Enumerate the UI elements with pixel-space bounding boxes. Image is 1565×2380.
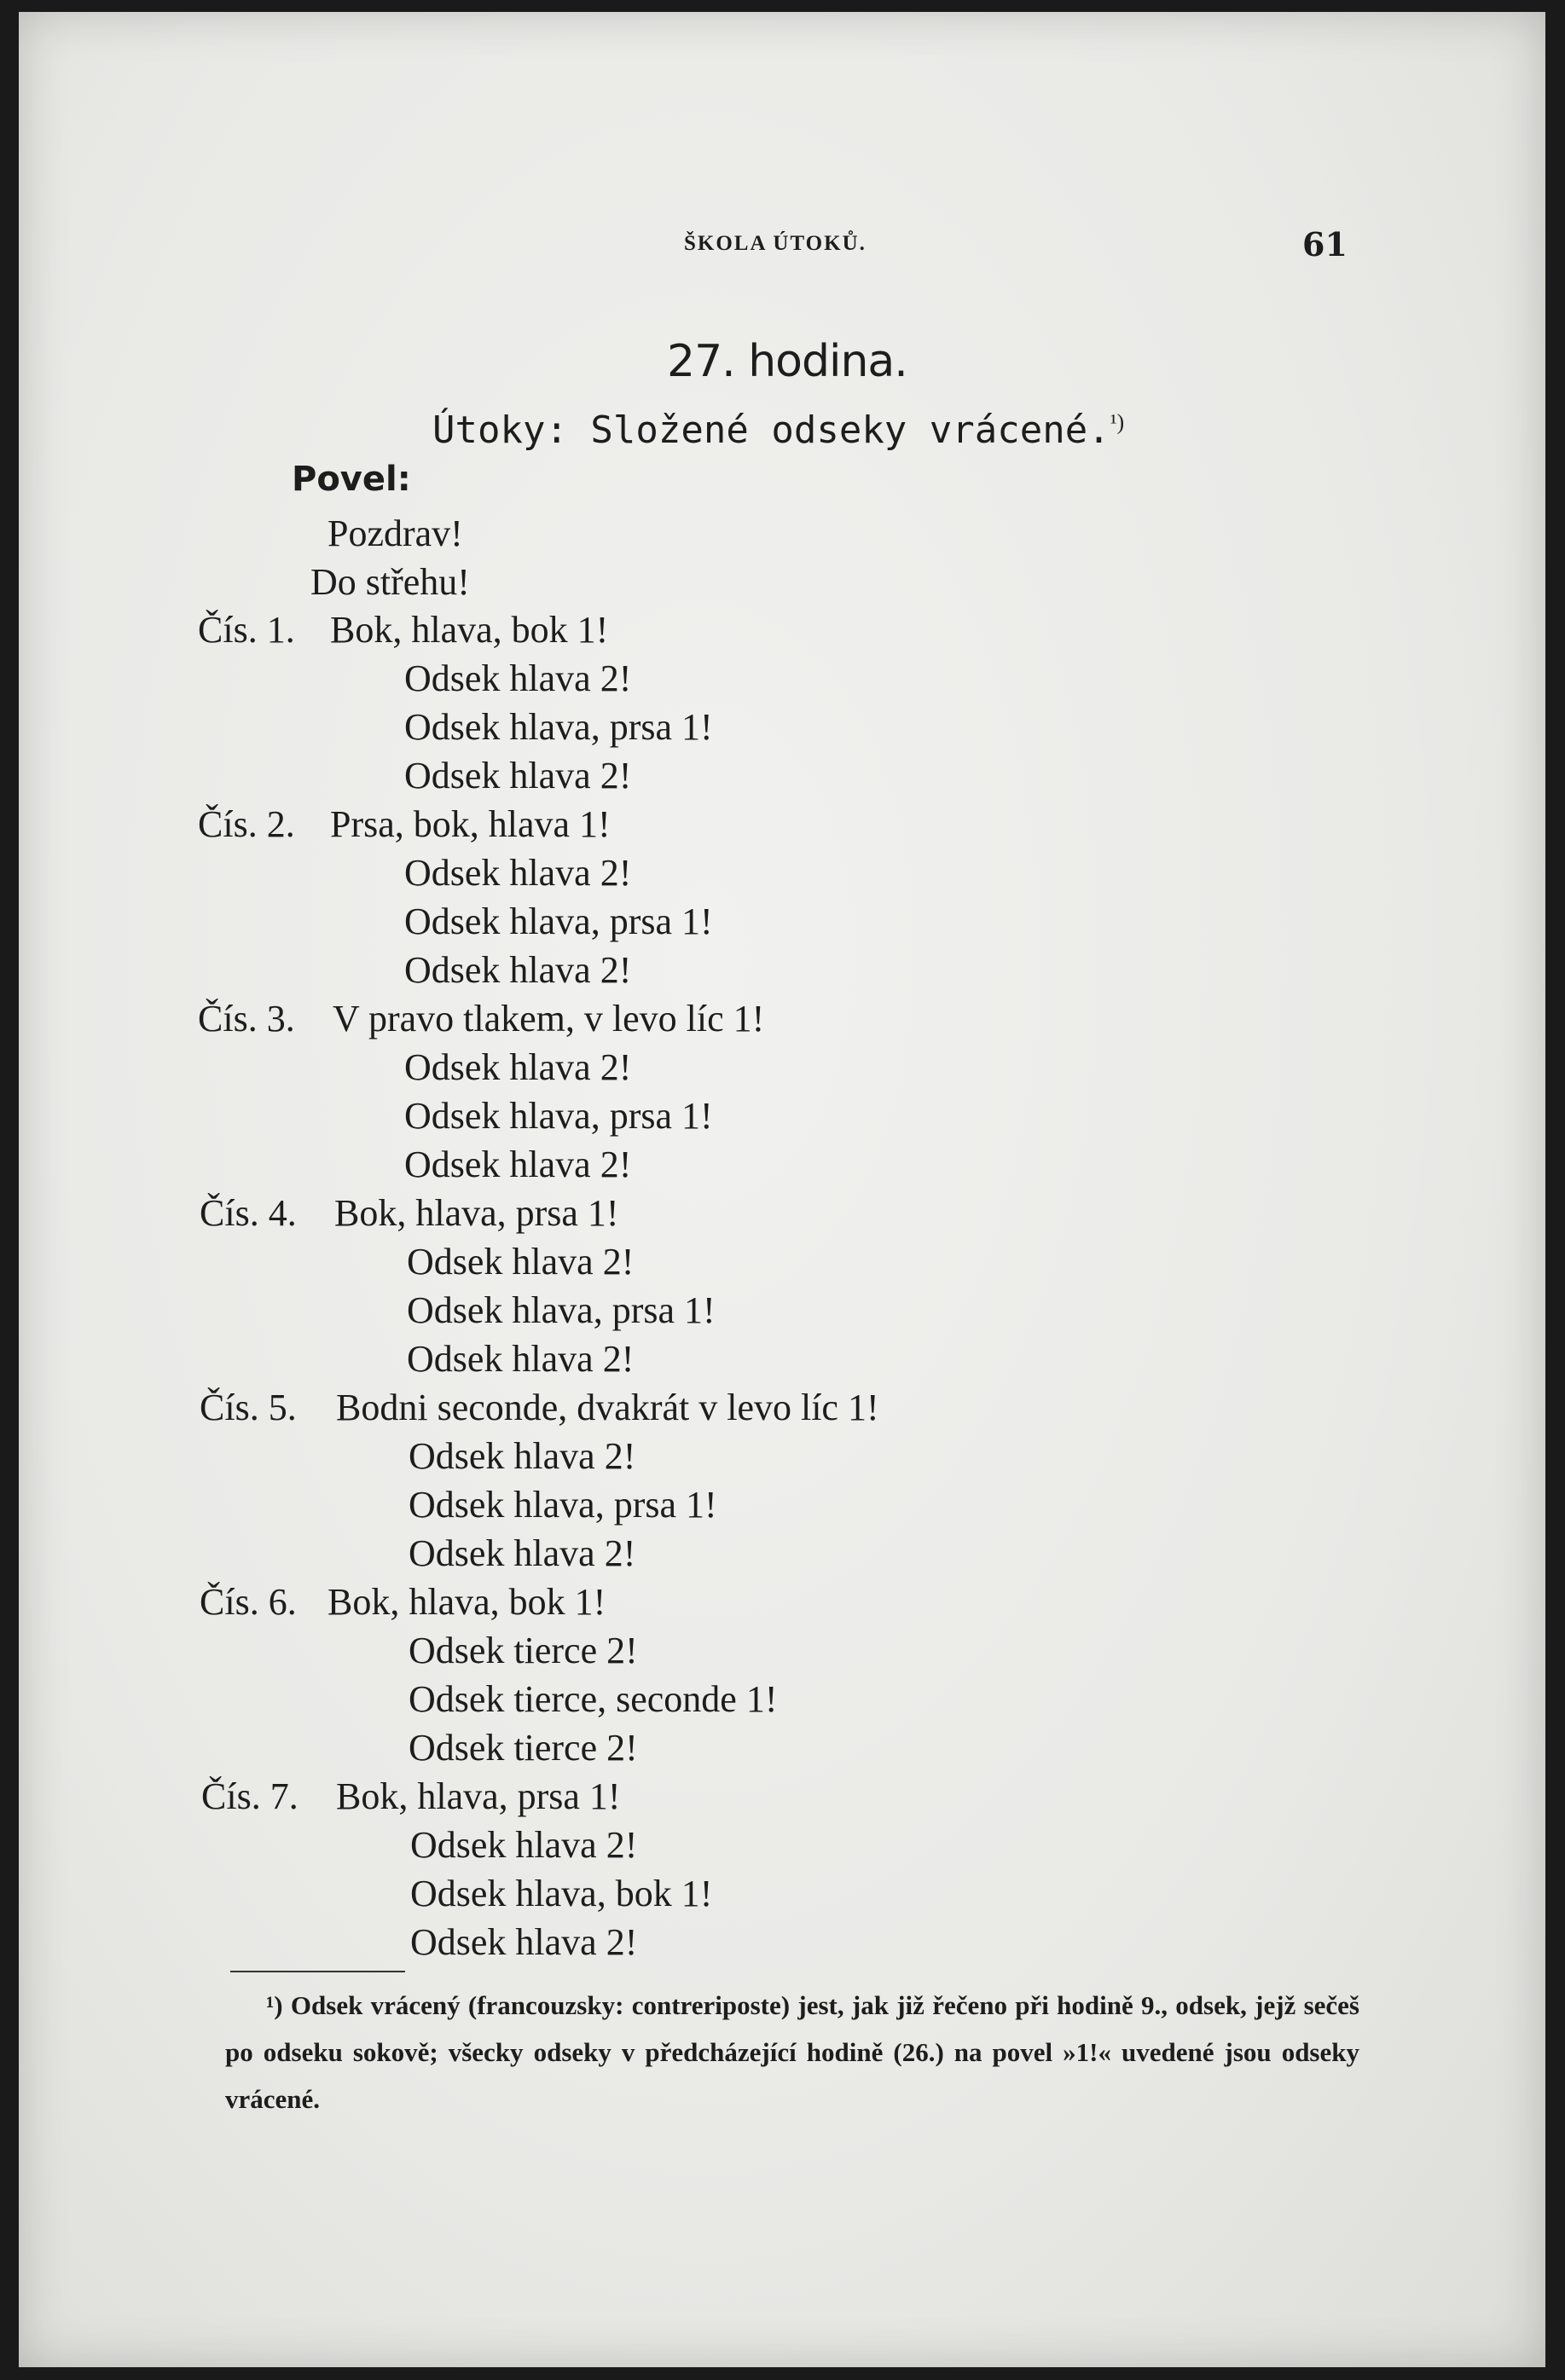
running-head: ŠKOLA ÚTOKŮ. xyxy=(684,232,867,255)
exercise-line: Odsek hlava 2! xyxy=(404,657,632,699)
command-line: Pozdrav! xyxy=(327,512,463,554)
footnote-divider xyxy=(230,1971,405,1972)
exercise-line: Odsek tierce 2! xyxy=(409,1727,638,1769)
exercise-line: Odsek hlava, prsa 1! xyxy=(407,1289,716,1331)
exercise-line: Odsek tierce 2! xyxy=(409,1630,638,1671)
exercise-line: Bok, hlava, prsa 1! xyxy=(336,1775,621,1817)
command-label: Povel: xyxy=(292,460,411,499)
exercise-line: Odsek hlava 2! xyxy=(410,1824,638,1866)
exercise-number: Čís. 3. xyxy=(198,998,295,1039)
exercise-line: Odsek hlava 2! xyxy=(404,1144,632,1185)
exercise-line: Odsek hlava 2! xyxy=(404,949,632,991)
exercise-line: Odsek tierce, seconde 1! xyxy=(409,1678,778,1720)
chapter-title: 27. hodina. xyxy=(667,336,907,387)
command-line: Do střehu! xyxy=(310,561,470,603)
page-number: 61 xyxy=(1302,225,1348,263)
exercise-line: Odsek hlava 2! xyxy=(407,1241,635,1283)
exercise-line: V pravo tlakem, v levo líc 1! xyxy=(333,998,765,1039)
exercise-line: Odsek hlava, prsa 1! xyxy=(409,1484,717,1526)
footnote-text: Odsek vrácený (francouzsky: contreriposte) jest, jak již řečeno při hodině 9., odsek, jejž sečeš po odseku sokově; všecky odseky v předcházející hodině (26.) na povel »1!« uvedené jsou odseky vrácené. xyxy=(225,1990,1359,2114)
footnote-mark: ¹) xyxy=(266,1990,283,2020)
subtitle-text: Útoky: Složené odseky vrácené. xyxy=(432,408,1110,452)
exercise-line: Odsek hlava 2! xyxy=(404,1046,632,1088)
exercise-line: Odsek hlava 2! xyxy=(404,755,632,796)
exercise-line: Odsek hlava 2! xyxy=(407,1338,635,1380)
exercise-number: Čís. 4. xyxy=(200,1192,297,1234)
exercise-number: Čís. 5. xyxy=(200,1387,297,1428)
exercise-line: Odsek hlava, bok 1! xyxy=(410,1873,713,1914)
exercise-line: Odsek hlava, prsa 1! xyxy=(404,1095,713,1137)
exercise-line: Odsek hlava 2! xyxy=(410,1921,638,1963)
exercise-line: Odsek hlava, prsa 1! xyxy=(404,900,713,942)
exercise-line: Bok, hlava, bok 1! xyxy=(327,1581,606,1623)
exercise-line: Odsek hlava 2! xyxy=(409,1532,636,1574)
exercise-line: Odsek hlava, prsa 1! xyxy=(404,706,713,748)
page-header xyxy=(19,225,1545,268)
exercise-number: Čís. 6. xyxy=(200,1581,297,1623)
exercise-line: Odsek hlava 2! xyxy=(409,1435,636,1477)
exercise-line: Prsa, bok, hlava 1! xyxy=(330,803,611,845)
exercise-line: Odsek hlava 2! xyxy=(404,852,632,894)
book-page xyxy=(19,12,1545,2367)
subtitle-footnote-mark: ¹) xyxy=(1110,409,1125,435)
exercise-number: Čís. 1. xyxy=(198,609,295,651)
exercise-line: Bok, hlava, bok 1! xyxy=(330,609,609,651)
exercise-line: Bodni seconde, dvakrát v levo líc 1! xyxy=(336,1387,879,1428)
footnote xyxy=(225,1982,1359,2122)
chapter-subtitle xyxy=(432,408,1124,452)
exercise-number: Čís. 2. xyxy=(198,803,295,845)
exercise-line: Bok, hlava, prsa 1! xyxy=(334,1192,619,1234)
exercise-number: Čís. 7. xyxy=(201,1775,299,1817)
